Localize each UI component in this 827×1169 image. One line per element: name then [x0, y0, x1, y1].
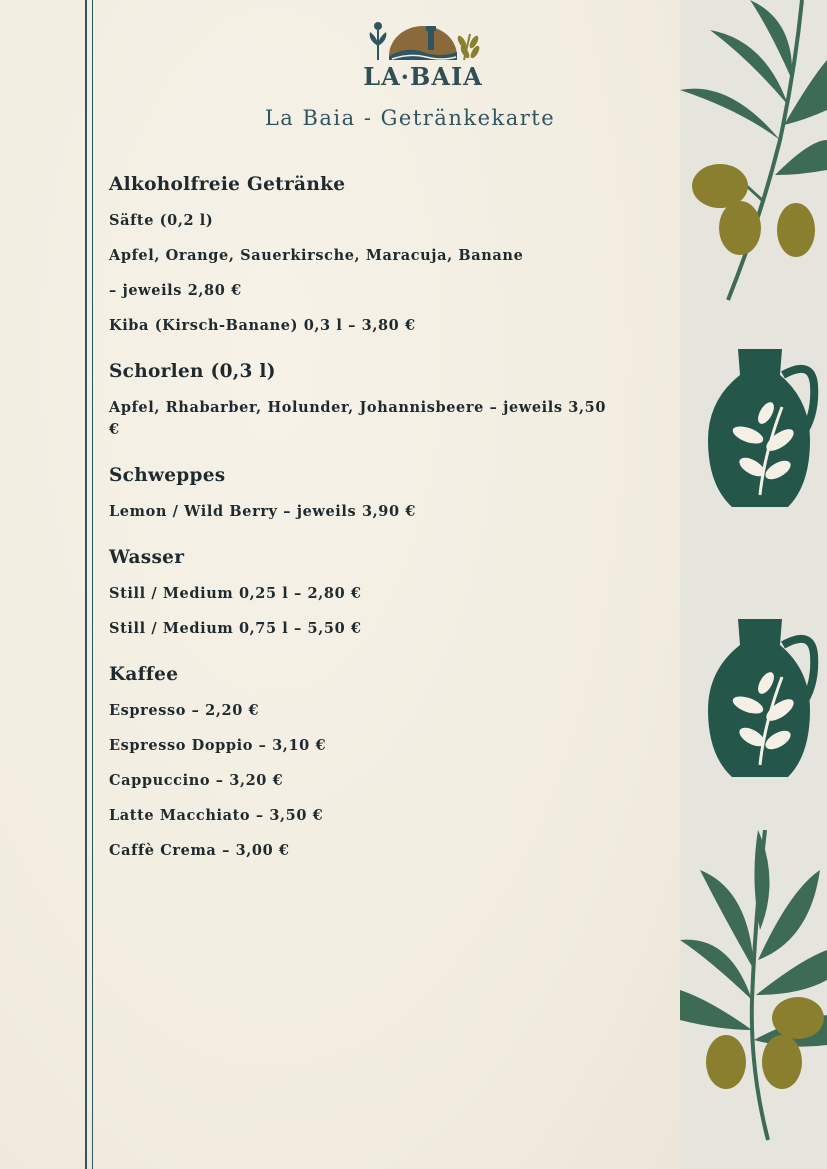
section-schweppes	[109, 463, 619, 523]
menu-line: Apfel, Orange, Sauerkirsche, Maracuja, Banane	[109, 247, 524, 264]
section-alkoholfreie-getraenke	[109, 172, 619, 337]
section-schorlen	[109, 359, 619, 441]
olive-branch-icon	[680, 0, 827, 310]
menu-line: Still / Medium 0,25 l – 2,80 €	[109, 585, 362, 602]
brand-name: LA·BAIA	[363, 62, 483, 91]
left-border-rule	[85, 0, 87, 1169]
menu-line: Still / Medium 0,75 l – 5,50 €	[109, 620, 362, 637]
section-wasser	[109, 545, 619, 640]
page-title: La Baia - Getränkekarte	[264, 106, 556, 130]
menu-line: Caffè Crema – 3,00 €	[109, 842, 290, 859]
section-title: Kaffee	[109, 664, 179, 685]
menu-line: Kiba (Kirsch-Banane) 0,3 l – 3,80 €	[109, 317, 416, 334]
section-title: Wasser	[109, 547, 185, 568]
menu-line: Espresso Doppio – 3,10 €	[109, 737, 327, 754]
jug-icon	[680, 345, 827, 515]
menu-line: – jeweils 2,80 €	[109, 282, 242, 299]
section-title: Schorlen (0,3 l)	[109, 361, 276, 382]
jug-icon	[680, 615, 827, 785]
menu-line: Espresso – 2,20 €	[109, 702, 260, 719]
menu-line: Apfel, Rhabarber, Holunder, Johannisbeere – jeweils 3,50 €	[109, 399, 607, 438]
menu-line: Latte Macchiato – 3,50 €	[109, 807, 324, 824]
section-title: Alkoholfreie Getränke	[109, 174, 346, 195]
menu-line: Cappuccino – 3,20 €	[109, 772, 284, 789]
menu-line: Säfte (0,2 l)	[109, 212, 214, 229]
left-border-rule-thin	[92, 0, 93, 1169]
menu-content	[109, 172, 619, 884]
olive-branch-icon	[680, 830, 827, 1169]
section-kaffee	[109, 662, 619, 862]
section-title: Schweppes	[109, 465, 226, 486]
menu-line: Lemon / Wild Berry – jeweils 3,90 €	[109, 503, 416, 520]
decorative-side-panel	[680, 0, 827, 1169]
